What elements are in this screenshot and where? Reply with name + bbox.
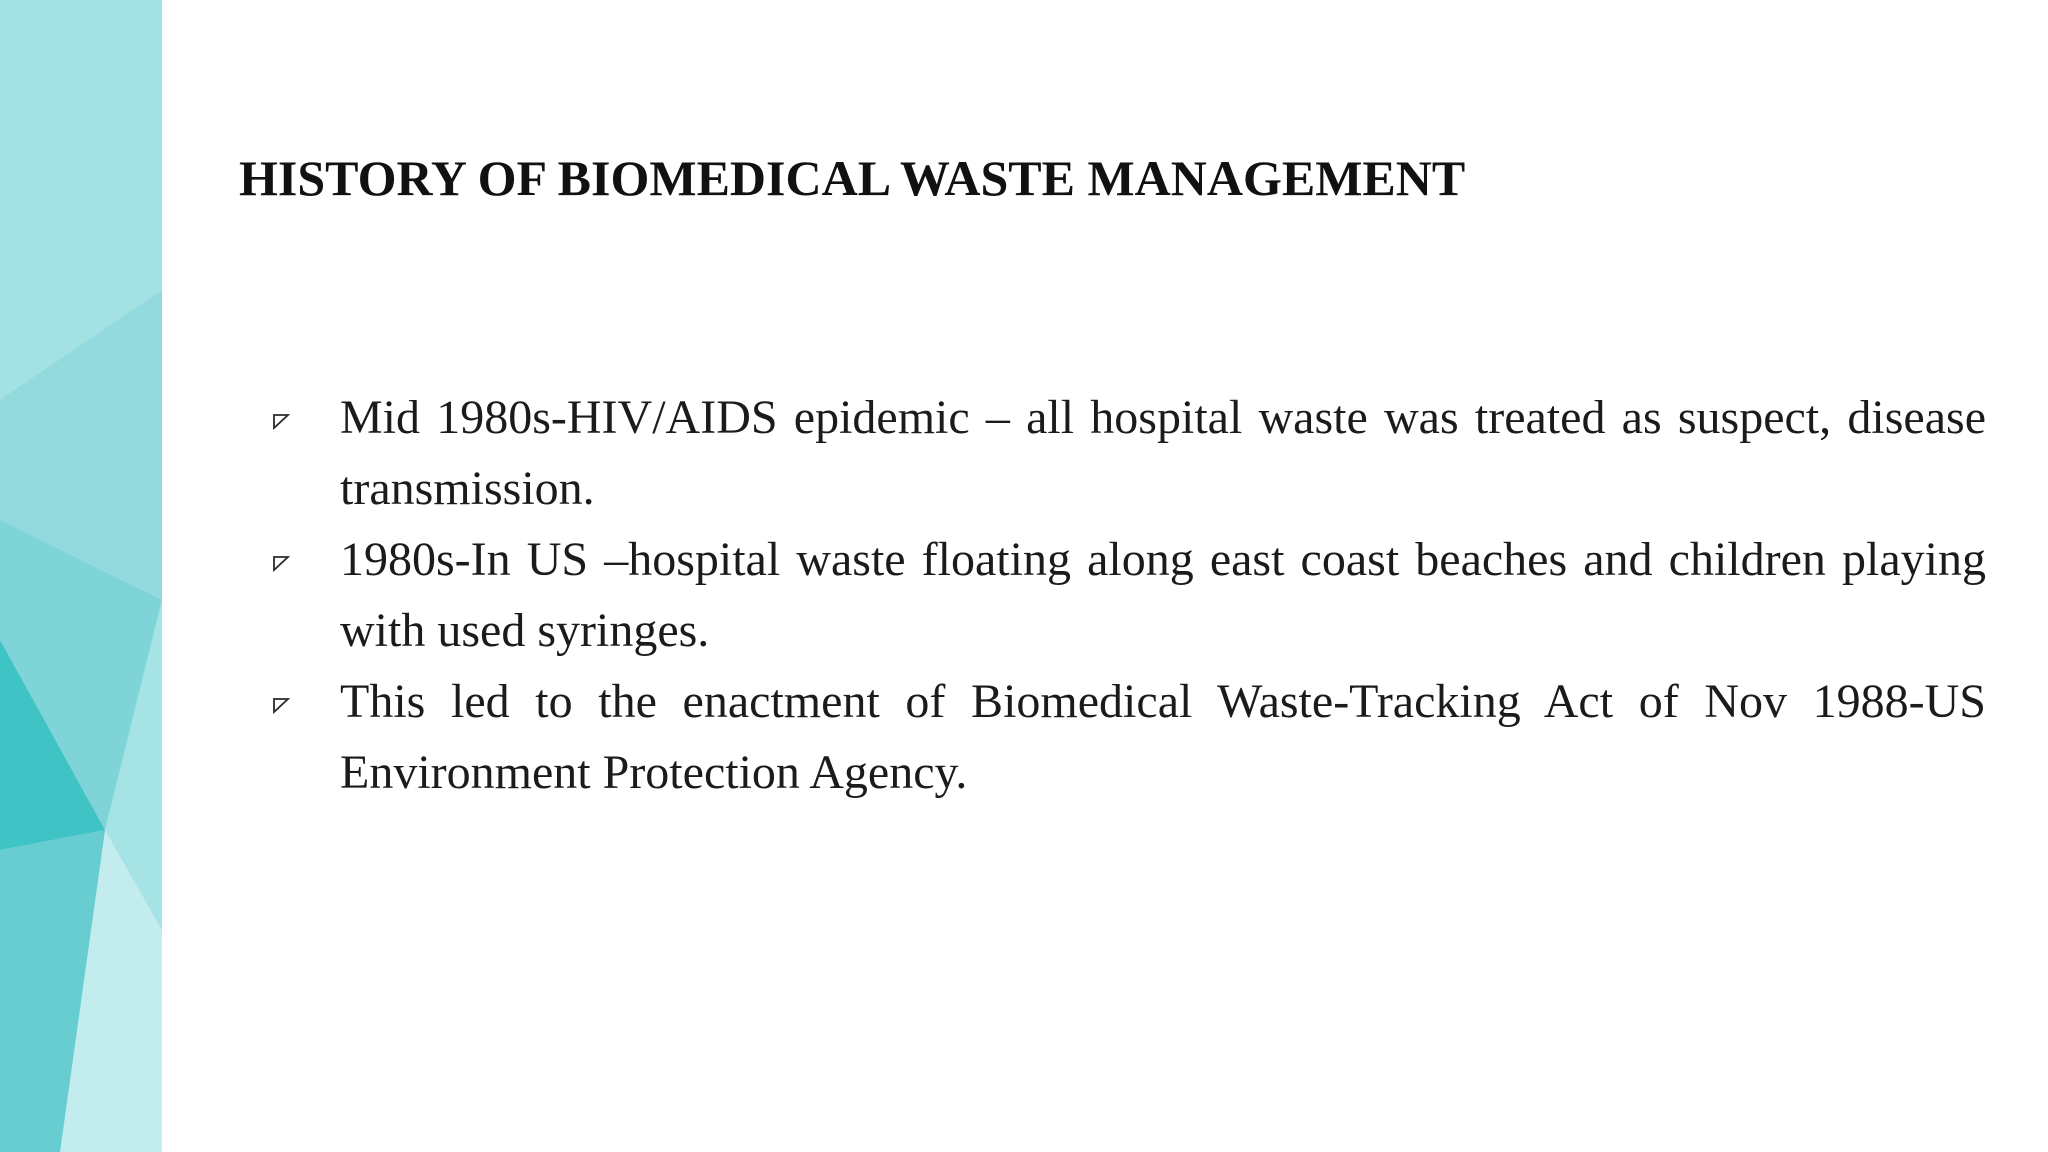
decorative-side-panel: [0, 0, 162, 1152]
bullet-text: 1980s-In US –hospital waste floating along east coast beaches and children playing with used syringes.: [340, 533, 1986, 657]
outline-triangle-bullet-icon: [272, 696, 290, 714]
list-item: [262, 666, 1986, 808]
bullet-list: [262, 382, 1986, 808]
list-item: [262, 524, 1986, 666]
outline-triangle-bullet-icon: [272, 412, 290, 430]
slide-title: HISTORY OF BIOMEDICAL WASTE MANAGEMENT: [239, 150, 1466, 206]
list-item: [262, 382, 1986, 524]
outline-triangle-bullet-icon: [272, 554, 290, 572]
bullet-text: Mid 1980s-HIV/AIDS epidemic – all hospital waste was treated as suspect, disease transmission.: [340, 391, 1986, 515]
bullet-text: This led to the enactment of Biomedical Waste-Tracking Act of Nov 1988-US Environment Protection Agency.: [340, 675, 1986, 799]
